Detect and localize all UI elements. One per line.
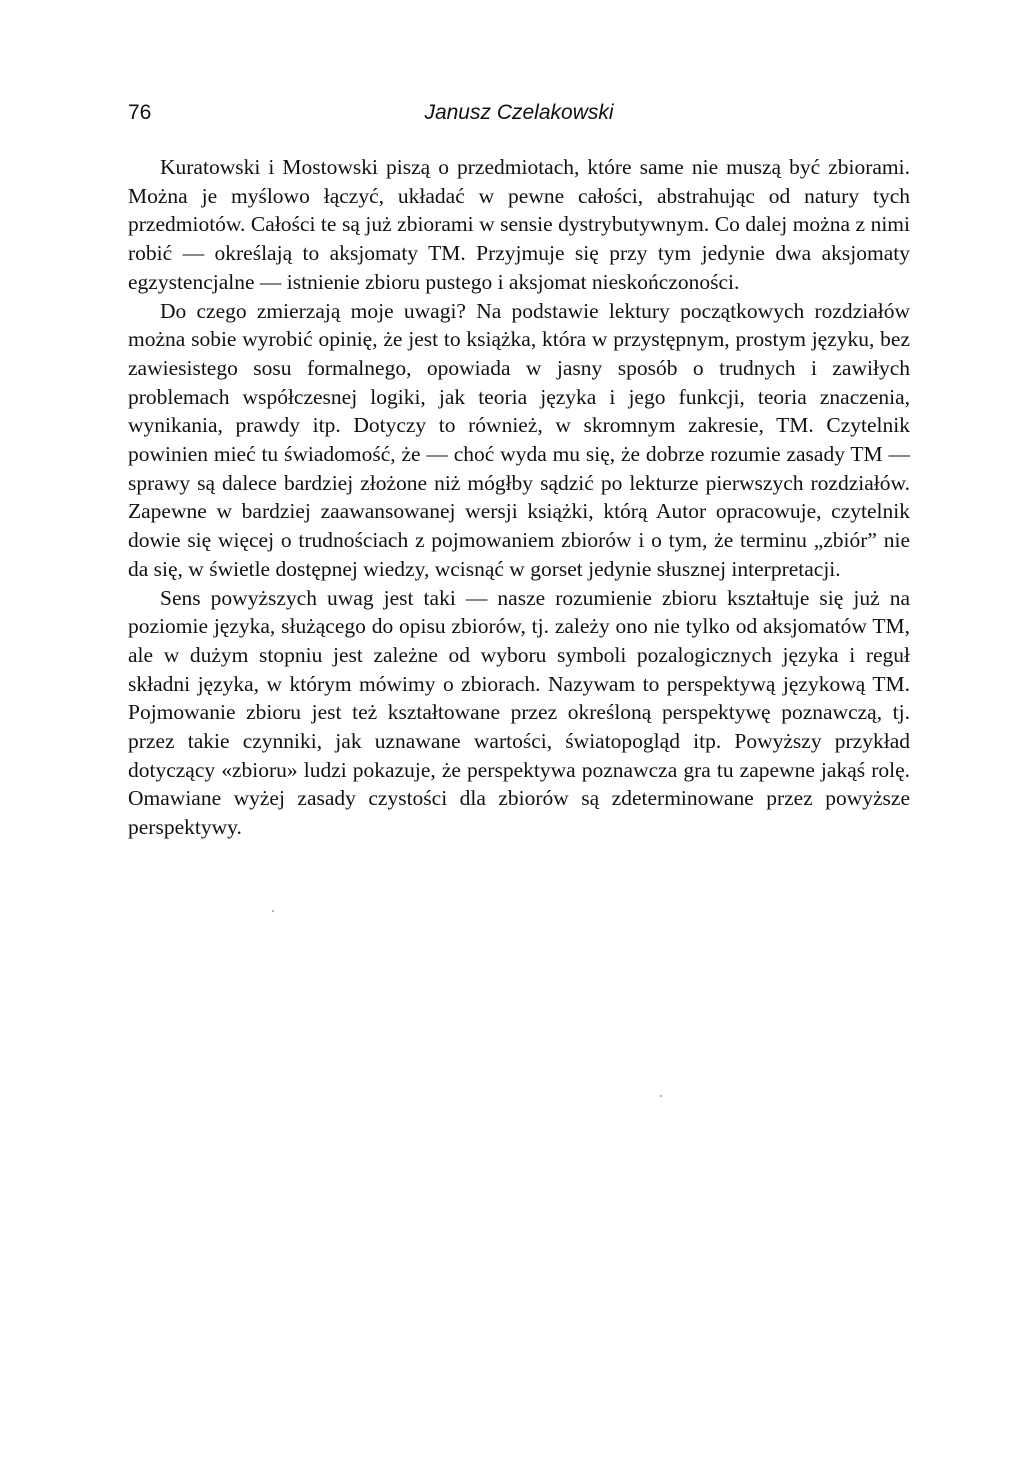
scan-speck [272, 910, 274, 912]
paragraph-1: Kuratowski i Mostowski piszą o przedmiotach, które same nie muszą być zbiorami. Można je myślowo łączyć, układać w pewne całości, abstrahując od natury tych przedmiotów. Całości te są już zbiorami w sensie dystrybutywnym. Co dalej można z nimi robić — określają to aksjomaty TM. Przyjmuje się przy tym jedynie dwa aksjomaty egzystencjalne — istnienie zbioru pustego i aksjomat nieskończoności. [128, 155, 910, 294]
body-text [128, 153, 910, 842]
page-header [128, 96, 910, 130]
running-head-author: Janusz Czelakowski [424, 101, 614, 124]
paragraph-2: Do czego zmierzają moje uwagi? Na podstawie lektury początkowych rozdziałów można sobie wyrobić opinię, że jest to książka, która w przystępnym, prostym języku, bez zawiesistego sosu formalnego, opowiada w jasny sposób o trudnych i zawiłych problemach współczesnej logiki, jak teoria języka i jego funkcji, teoria znaczenia, wynikania, prawdy itp. Dotyczy to również, w skromnym zakresie, TM. Czytelnik powinien mieć tu świadomość, że — choć wyda mu się, że dobrze rozumie zasady TM — sprawy są dalece bardziej złożone niż mógłby sądzić po lekturze pierwszych rozdziałów. Zapewne w bardziej zaawansowanej wersji książki, którą Autor opracowuje, czytelnik dowie się więcej o trudnościach z pojmowaniem zbiorów i o tym, że terminu „zbiór” nie da się, w świetle dostępnej wiedzy, wcisnąć w gorset jedynie słusznej interpretacji. [128, 298, 910, 581]
scan-speck [660, 1095, 662, 1097]
page-number: 76 [128, 101, 152, 124]
paragraph-3: Sens powyższych uwag jest taki — nasze rozumienie zbioru kształtuje się już na poziomie języka, służącego do opisu zbiorów, tj. zależy ono nie tylko od aksjomatów TM, ale w dużym stopniu jest zależne od wyboru symboli pozalogicznych języka i reguł składni języka, w którym mówimy o zbiorach. Nazywam to perspektywą językową TM. Pojmowanie zbioru jest też kształtowane przez określoną perspektywę poznawczą, tj. przez takie czynniki, jak uznawane wartości, światopogląd itp. Powyższy przykład dotyczący «zbioru» ludzi pokazuje, że perspektywa poznawcza gra tu zapewne jakąś rolę. Omawiane wyżej zasady czystości dla zbiorów są zdeterminowane przez powyższe perspektywy. [128, 585, 910, 840]
